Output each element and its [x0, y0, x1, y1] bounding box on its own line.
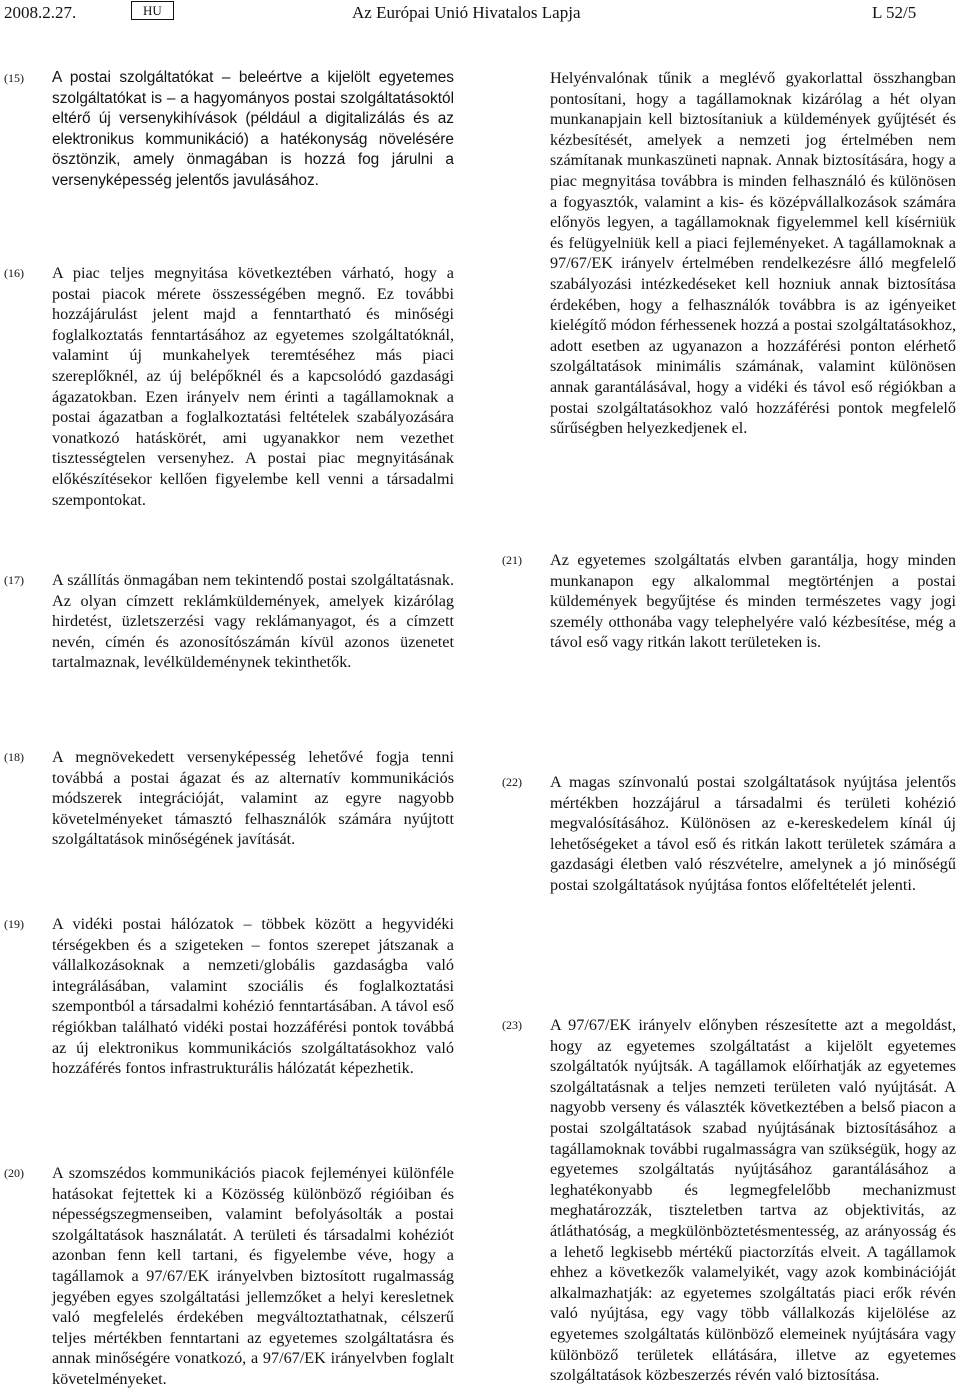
recital-text: A postai szolgáltatókat – beleértve a kijelölt egyetemes szolgáltatókat is – a hagyományos postai szolgáltatásoktól eltérő új versenykihívások (például a digitalizálás és az elektronikus kommunikáció) a hatékonyság növelésére ösztönzik, amely önmagában is hozzá fog járulni a versenyképesség jelentős javulásához.	[52, 69, 454, 189]
recital-number: (17)	[4, 573, 24, 587]
recital-text: A vidéki postai hálózatok – többek között a hegyvidéki térségekben és a szigeteken – fontos szerepet játszanak a vállalkozásoknak a nemzeti/globális gazdaságba való integrálásában, valamint szociális és foglalkoztatási szempontból a társadalmi kohézió fenntartásában. A távol eső régiókban található vidéki postai hozzáférési pontok továbbá az új elektronikus kommunikációs szolgáltatásokhoz való hozzáférés fontos infrastrukturális hálózatát képezhetik.	[52, 915, 454, 1078]
publication-date: 2008.2.27.	[4, 3, 77, 22]
recital-20-continued	[550, 68, 956, 439]
recital-15	[4, 68, 454, 192]
recital-22	[502, 772, 956, 896]
recital-text: A szomszédos kommunikációs piacok fejleményei különféle hatásokat fejtettek ki a Közösség különböző régióiban és népességszegmenseiben, valamint befolyásolták a postai szolgáltatások használatát. A területi és társadalmi kohéziót azonban fenn kell tartani, és figyelembe véve, hogy a tagállamok a 97/67/EK irányelvben biztosított rugalmasság jegyében egyes szolgáltatási jellemzőket a helyi keresletnek való megfelelés érdekében megváltoztathatnak, célszerű teljes mértékben fenntartani az egyetemes szolgáltatásra és annak minőségére vonatkozó, a 97/67/EK irányelvben foglalt követelményeket.	[52, 1164, 454, 1388]
recital-text: Helyénvalónak tűnik a meglévő gyakorlattal összhangban pontosítani, hogy a tagállamoknak kizárólag a hét olyan munkanapjain kell biztosítaniuk a küldemények gyűjtését és kézbesítését, amelyek a nemzeti jog értelmében nem számítanak munkaszüneti napnak. Annak biztosítására, hogy a piac megnyitása továbbra is minden felhasználó és különösen a fogyasztók, valamint a kis- és középvállalkozások számára előnyös legyen, a tagállamoknak figyelemmel kell kísérniük és felügyelniük kell a piaci fejleményeket. A tagállamoknak a 97/67/EK irányelv értelmében rendelkezésre álló megfelelő szabályozási intézkedéseket kell hozniuk annak biztosítása érdekében, hogy a felhasználók továbbra is az igényeiket kielégítő módon férhessenek hozzá a postai szolgáltatásokhoz, adott esetben az ugyanazon a hozzáférési ponton elérhető szolgáltatások minimális számának, valamint különösen annak garantálásával, hogy a vidéki és távol eső régiókban a postai szolgáltatásokhoz való hozzáférési pontok megfelelő sűrűségben helyezkedjenek el.	[550, 69, 956, 438]
recital-number: (18)	[4, 750, 24, 764]
recital-23	[502, 1015, 956, 1386]
recital-number: (15)	[4, 71, 24, 85]
recital-text: A 97/67/EK irányelv előnyben részesítette azt a megoldást, hogy az egyetemes szolgáltatást a kijelölt egyetemes szolgáltatók nyújtsák. A tagállamok előírhatják az egyetemes szolgáltatásnak a teljes nemzeti területen való nyújtását. A nagyobb verseny és választék következtében a belső piacon a postai szolgáltatások szabad nyújtásának biztosításához a tagállamoknak további rugalmasságra van szükségük, hogy az egyetemes szolgáltatás nyújtásához garantálásához a leghatékonyabb és legmegfelelőbb mechanizmust meghatározzák, tiszteletben tartva az objektivitás, az átláthatóság, a megkülönböztetésmentesség, az arányosság és a lehető legkisebb mértékű piactorzítás elveit. A tagállamok ehhez a következők valamelyikét, vagy azok kombinációját alkalmazhatják: az egyetemes szolgáltatás piaci erők révén való nyújtása, egy vagy több vállalkozás kijelölése az egyetemes szolgáltatás különböző elemeinek nyújtására vagy különböző területek ellátására, illetve az egyetemes szolgáltatások közbeszerzés révén való biztosítása.	[550, 1016, 956, 1385]
recital-18	[4, 747, 454, 850]
recital-17	[4, 570, 454, 673]
recital-number: (16)	[4, 266, 24, 280]
recital-text: A megnövekedett versenyképesség lehetővé fogja tenni továbbá a postai ágazat és az alternatív kommunikációs módszerek integrációját, valamint az egyre nagyobb követelményeket támasztó felhasználók számára nyújtott szolgáltatások minőségének javítását.	[52, 748, 454, 849]
recital-text: A magas színvonalú postai szolgáltatások nyújtása jelentős mértékben hozzájárul a társadalmi és területi kohézió megvalósításához. Különösen az e-kereskedelem kínál új lehetőségeket a távol eső és ritkán lakott területek számára a gazdasági életben való részvételre, amelynek a jó minőségű postai szolgáltatások nyújtása fontos előfeltételét jelenti.	[550, 773, 956, 894]
page-header	[0, 0, 960, 24]
recital-number: (21)	[502, 553, 522, 567]
recital-19	[4, 914, 454, 1079]
recital-20	[4, 1163, 454, 1390]
journal-title: Az Európai Unió Hivatalos Lapja	[352, 3, 581, 22]
recital-number: (22)	[502, 775, 522, 789]
recital-text: A szállítás önmagában nem tekintendő postai szolgáltatásnak. Az olyan címzett reklámküldemények, amelyek kizárólag hirdetést, üzletszerzési vagy reklámanyagot, és a címzett nevén, címén és azonosítószámán kívül azonos üzenetet tartalmaznak, levélküldeménynek tekinthetők.	[52, 571, 454, 672]
recital-text: Az egyetemes szolgáltatás elvben garantálja, hogy minden munkanapon egy alkalommal megtörténjen a postai küldemények begyűjtése és minden természetes vagy jogi személy otthonába vagy telephelyére való kézbesítése, még a távol eső vagy ritkán lakott területeken is.	[550, 551, 956, 652]
recital-number: (23)	[502, 1018, 522, 1032]
page-number: L 52/5	[872, 3, 917, 22]
language-badge: HU	[131, 1, 174, 20]
recital-number: (19)	[4, 917, 24, 931]
recital-number: (20)	[4, 1166, 24, 1180]
recital-16	[4, 263, 454, 510]
recital-21	[502, 550, 956, 653]
recital-text: A piac teljes megnyitása következtében várható, hogy a postai piacok mérete összességében megnő. Ez további hozzájárulást jelent majd a fenntartható és minőségi foglalkoztatás fenntartásához az egyetemes szolgáltatóknál, valamint új munkahelyek teremtéséhez más piaci szereplőknél, az új belépőknél és a kapcsolódó gazdasági ágazatokban. Ezen irányelv nem érinti a tagállamoknak a postai ágazatban a foglalkoztatási feltételek szabályozására vonatkozó hatáskörét, ami ugyanakkor nem vezethet tisztességtelen versenyhez. A postai piac megnyitásának előkészítésekor kellően figyelembe kell venni a társadalmi szempontokat.	[52, 264, 454, 509]
